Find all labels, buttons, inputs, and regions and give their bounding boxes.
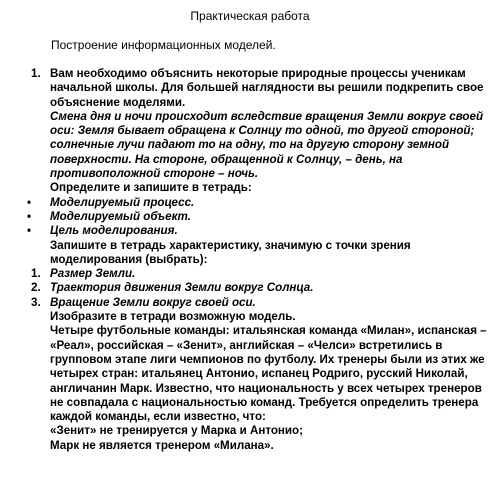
- football-problem: Четыре футбольные команды: итальянская команда «Милан», испанская – «Реал», российская – «Зенит», английская – «Челси» встретились в групповом этапе лиги чемпионов по футболу. Их тренеры были из этих же четырех стран: итальянец Антонио, испанец Родриго, русский Николай, англичанин Марк. Известно, что национальность у всех четырех тренеров не совпадала с национальностью команд. Требуется определить тренера каждой команды, если известно, что:: [50, 324, 487, 424]
- choose-text: Запишите в тетрадь характеристику, значимую с точки зрения моделирования (выбрать):: [50, 238, 411, 266]
- bullet-item: [9, 210, 493, 224]
- bullet-icon: •: [27, 224, 32, 238]
- task-body: [9, 67, 493, 453]
- option-number: 3.: [31, 295, 41, 309]
- condition-2: Марк не является тренером «Милана».: [50, 438, 274, 452]
- page-title: Практическая работа: [190, 9, 310, 23]
- task-number: 1.: [31, 67, 41, 80]
- option-text: Вращение Земли вокруг своей оси.: [50, 295, 256, 309]
- condition-1: «Зенит» не тренируется у Марка и Антонио;: [50, 424, 303, 438]
- task-1: [9, 67, 493, 110]
- option-number: 2.: [31, 281, 41, 295]
- instruction-text: Определите и запишите в тетрадь:: [50, 181, 252, 195]
- option-item: [9, 296, 493, 310]
- bullet-icon: •: [27, 209, 32, 223]
- bullet-text: Моделируемый объект.: [50, 209, 191, 223]
- draw-model-text: Изобразите в тетради возможную модель.: [50, 310, 296, 324]
- option-number: 1.: [31, 267, 41, 281]
- option-text: Траектория движения Земли вокруг Солнца.: [50, 281, 314, 295]
- bullet-item: [9, 196, 493, 210]
- option-item: [9, 281, 493, 295]
- bullet-icon: •: [27, 195, 32, 209]
- option-text: Размер Земли.: [50, 267, 136, 281]
- bullet-text: Моделируемый процесс.: [50, 195, 195, 209]
- task-intro: Вам необходимо объяснить некоторые природные процессы ученикам начальной школы. Для большей наглядности вы решили подкрепить свое объяснение моделями.: [50, 67, 484, 109]
- bullet-text: Цель моделирования.: [50, 224, 178, 238]
- bullet-item: [9, 224, 493, 238]
- option-item: [9, 267, 493, 281]
- page-subtitle: Построение информационных моделей.: [51, 38, 276, 52]
- day-night-explanation: Смена дня и ночи происходит вследствие вращения Земли вокруг своей оси: Земля бывает обращена к Солнцу то одной, то другой стороной; солнечные лучи падают то на одну, то на другую сторону земной поверхности. На стороне, обращенной к Солнцу, – день, на противоположной стороне – ночь.: [50, 109, 484, 181]
